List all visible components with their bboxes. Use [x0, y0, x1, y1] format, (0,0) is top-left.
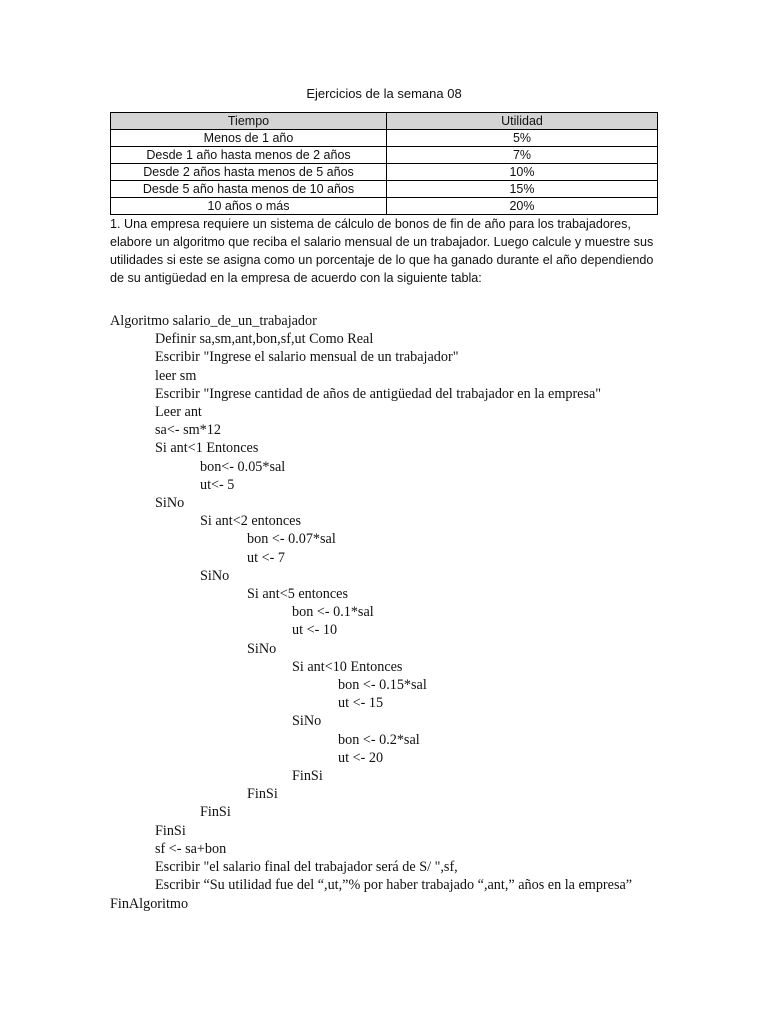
code-line: FinAlgoritmo: [110, 895, 189, 912]
table-row: [111, 198, 658, 215]
code-line: Si ant<10 Entonces: [292, 658, 403, 675]
exercise-statement: [110, 215, 665, 287]
table-cell: Desde 1 año hasta menos de 2 años: [111, 147, 387, 164]
code-line: SiNo: [292, 713, 322, 730]
table-cell: 5%: [387, 130, 658, 147]
code-line: ut<- 5: [200, 476, 235, 493]
code-line: Si ant<5 entonces: [247, 586, 348, 603]
code-line: Escribir "el salario final del trabajador será de S/ ",sf,: [155, 859, 458, 876]
code-line: ut <- 15: [338, 695, 384, 712]
table-cell: 15%: [387, 181, 658, 198]
table-row: [111, 164, 658, 181]
table-cell: Menos de 1 año: [111, 130, 387, 147]
algorithm-code-block: [110, 312, 670, 913]
code-line: Escribir "Ingrese cantidad de años de antigüedad del trabajador en la empresa": [155, 385, 602, 402]
document-title: Ejercicios de la semana 08: [306, 86, 462, 101]
code-line: Escribir "Ingrese el salario mensual de un trabajador": [155, 349, 459, 366]
code-line: bon <- 0.2*sal: [338, 731, 420, 748]
code-line: Leer ant: [155, 404, 202, 421]
code-line: ut <- 10: [292, 622, 338, 639]
code-line: FinSi: [155, 822, 186, 839]
code-line: Si ant<2 entonces: [200, 513, 301, 530]
code-line: FinSi: [247, 786, 278, 803]
code-line: sa<- sm*12: [155, 422, 221, 439]
code-line: Algoritmo salario_de_un_trabajador: [110, 313, 317, 329]
table-cell: Desde 2 años hasta menos de 5 años: [111, 164, 387, 181]
table-cell: 20%: [387, 198, 658, 215]
code-line: FinSi: [200, 804, 231, 821]
table-cell: 10%: [387, 164, 658, 181]
table-row: [111, 147, 658, 164]
code-line: bon<- 0.05*sal: [200, 458, 286, 475]
code-line: ut <- 20: [338, 749, 384, 766]
code-line: bon <- 0.15*sal: [338, 677, 427, 694]
code-line: SiNo: [247, 640, 277, 657]
table-row: [111, 181, 658, 198]
code-line: Escribir “Su utilidad fue del “,ut,”% por haber trabajado “,ant,” años en la empresa”: [155, 877, 633, 894]
code-line: leer sm: [155, 367, 197, 384]
code-line: Si ant<1 Entonces: [155, 440, 259, 457]
code-line: ut <- 7: [247, 549, 285, 566]
utility-table: [110, 112, 658, 215]
code-line: SiNo: [200, 567, 230, 584]
code-line: sf <- sa+bon: [155, 840, 227, 857]
table-cell: Desde 5 año hasta menos de 10 años: [111, 181, 387, 198]
table-row: [111, 130, 658, 147]
code-line: bon <- 0.1*sal: [292, 604, 374, 621]
code-line: bon <- 0.07*sal: [247, 531, 336, 548]
table-header-row: [111, 113, 658, 130]
code-line: SiNo: [155, 495, 185, 512]
code-line: FinSi: [292, 768, 323, 785]
exercise-text: 1. Una empresa requiere un sistema de cálculo de bonos de fin de año para los trabajadores, elabore un algoritmo que reciba el salario mensual de un trabajador. Luego calcule y muestre sus utilidades si este se asigna como un porcentaje de lo que ha ganado durante el año dependiendo de su antigüedad en la empresa de acuerdo con la siguiente tabla:: [110, 217, 654, 285]
table-header-cell: Utilidad: [387, 113, 658, 130]
table-cell: 7%: [387, 147, 658, 164]
table-cell: 10 años o más: [111, 198, 387, 215]
table-header-cell: Tiempo: [111, 113, 387, 130]
code-line: Definir sa,sm,ant,bon,sf,ut Como Real: [155, 331, 374, 348]
